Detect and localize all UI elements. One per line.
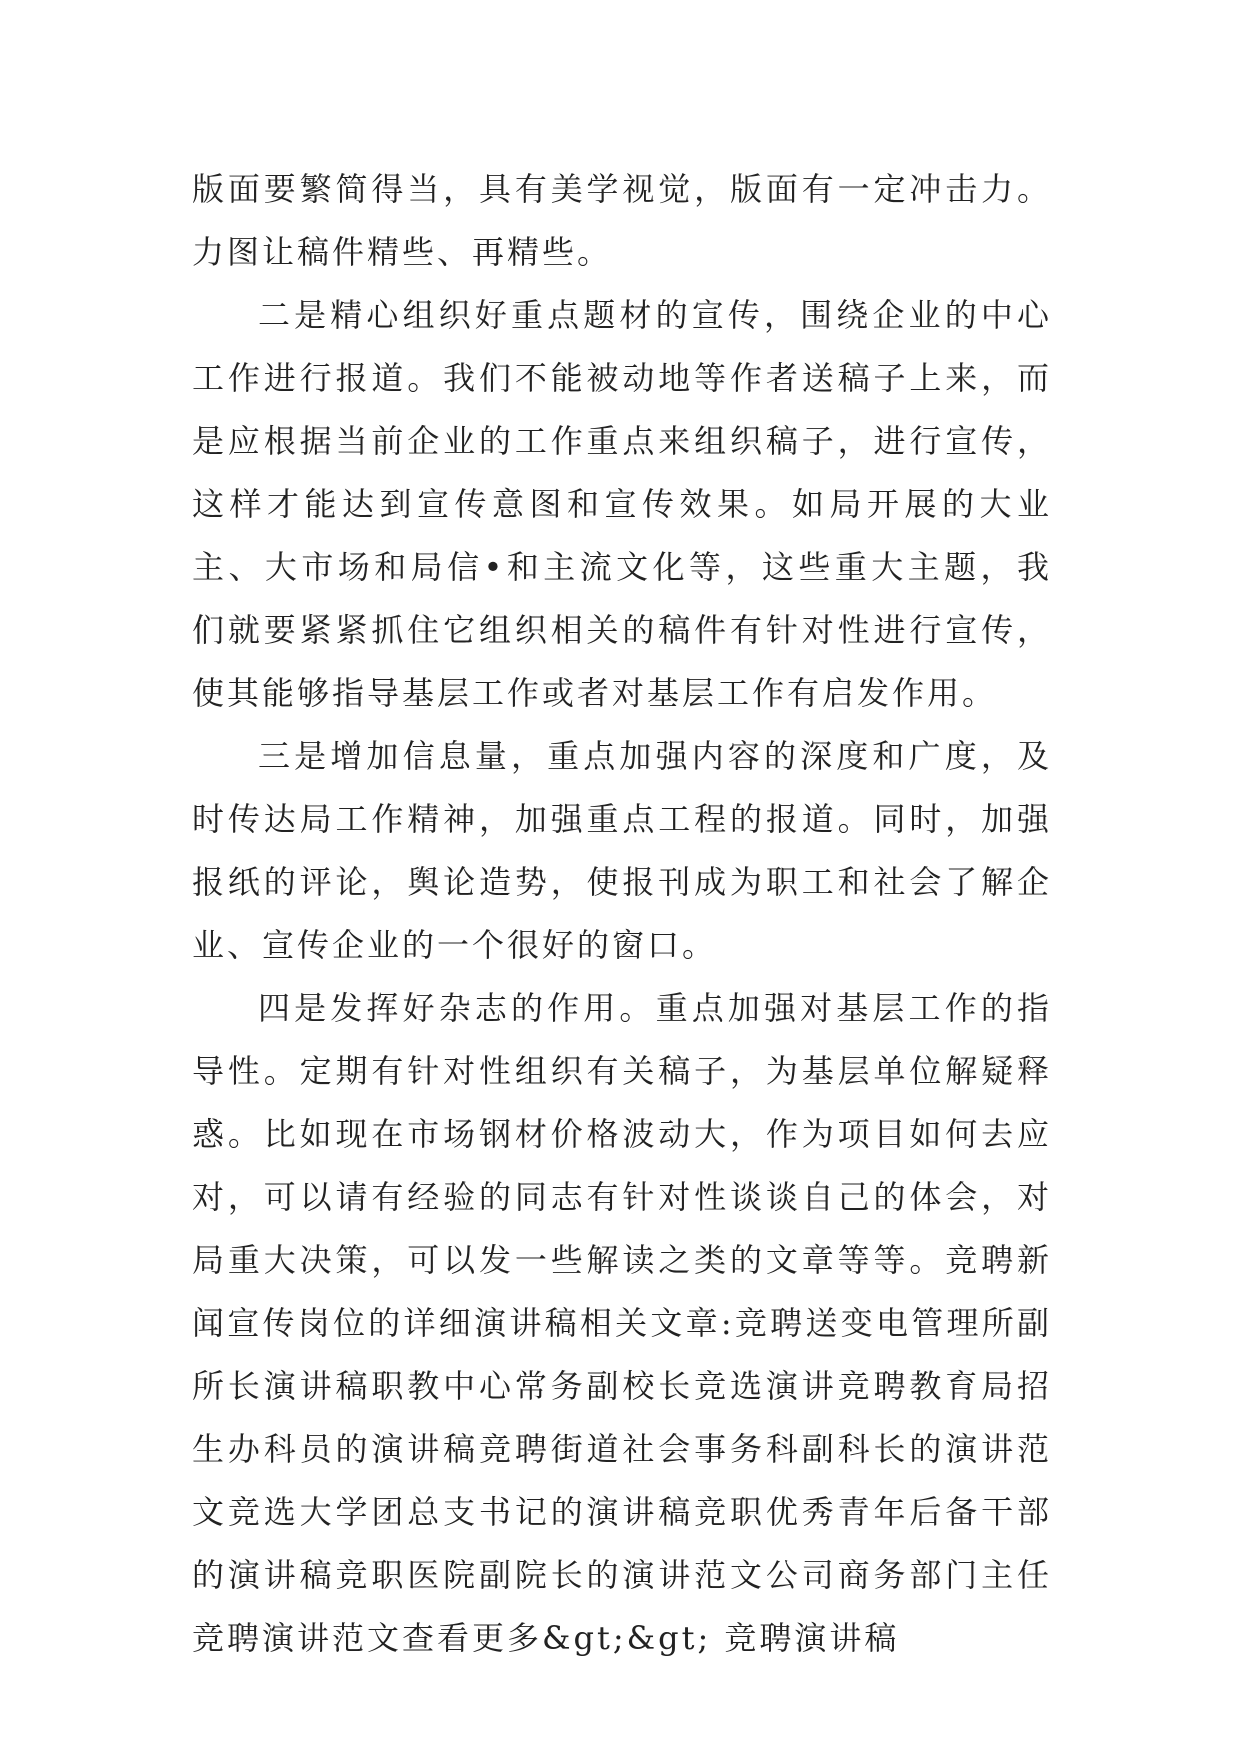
paragraph-3: 三是增加信息量，重点加强内容的深度和广度，及时传达局工作精神，加强重点工程的报道。同时，加强报纸的评论，舆论造势，使报刊成为职工和社会了解企业、宣传企业的一个很好的窗口。: [192, 737, 1052, 964]
paragraph-4: 四是发挥好杂志的作用。重点加强对基层工作的指导性。定期有针对性组织有关稿子，为基层单位解疑释惑。比如现在市场钢材价格波动大，作为项目如何去应对，可以请有经验的同志有针对性谈谈自己的体会，对局重大决策，可以发一些解读之类的文章等等。竞聘新闻宣传岗位的详细演讲稿相关文章:竞聘送变电管理所副所长演讲稿职教中心常务副校长竞选演讲竞聘教育局招生办科员的演讲稿竞聘街道社会事务科副科长的演讲范文竞选大学团总支书记的演讲稿竞职优秀青年后备干部的演讲稿竞职医院副院长的演讲范文公司商务部门主任竞聘演讲范文查看更多&gt;&gt; 竞聘演讲稿: [192, 989, 1052, 1657]
paragraph-1: 版面要繁简得当，具有美学视觉，版面有一定冲击力。力图让稿件精些、再精些。: [192, 170, 1052, 271]
document-body: [192, 158, 1052, 1670]
paragraph-2: 二是精心组织好重点题材的宣传，围绕企业的中心工作进行报道。我们不能被动地等作者送稿子上来，而是应根据当前企业的工作重点来组织稿子，进行宣传，这样才能达到宣传意图和宣传效果。如局开展的大业主、大市场和局信•和主流文化等，这些重大主题，我们就要紧紧抓住它组织相关的稿件有针对性进行宣传，使其能够指导基层工作或者对基层工作有启发作用。: [192, 296, 1052, 712]
